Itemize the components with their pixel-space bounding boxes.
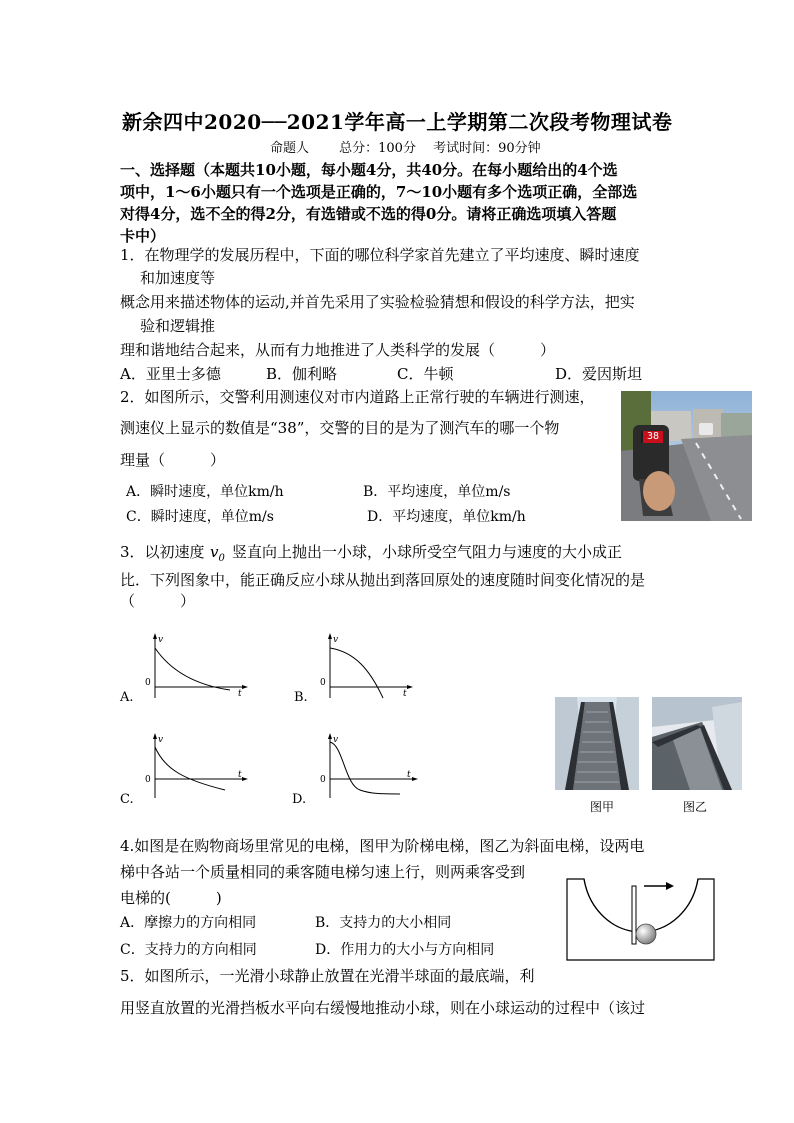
- question-4-line: 电梯的( ): [120, 889, 222, 907]
- q1-option-b: B．伽利略: [266, 365, 338, 383]
- figure-jia-caption: 图甲: [590, 800, 615, 814]
- graph-a: [140, 630, 250, 700]
- figure-yi-caption: 图乙: [683, 800, 708, 814]
- question-3-line: 竖直向上抛出一小球，小球所受空气阻力与速度的大小成正: [232, 543, 623, 561]
- question-3-line: 比．下列图象中，能正确反应小球从抛出到落回原处的速度随时间变化情况的是: [120, 571, 646, 589]
- question-1-line: 理和谐地结合起来，从而有力地推进了人类科学的发展（ ）: [120, 341, 556, 359]
- graph-c: [140, 730, 250, 800]
- page-title: 新余四中2020──2021学年高一上学期第二次段考物理试卷: [122, 110, 673, 134]
- svg-text:0: 0: [145, 775, 151, 785]
- question-3-line: 3．以初速度: [120, 543, 205, 561]
- question-3-line: （ ）: [120, 592, 196, 610]
- q1-option-a: A．亚里士多德: [120, 365, 221, 383]
- ramp-escalator-photo: [652, 697, 742, 790]
- q4-option-b: B．支持力的大小相同: [315, 915, 452, 931]
- question-4-line: 梯中各站一个质量相同的乘客随电梯匀速上行，则两乘客受到: [120, 863, 526, 881]
- question-1-line: 1．在物理学的发展历程中，下面的哪位科学家首先建立了平均速度、瞬时速度: [120, 246, 640, 264]
- q4-option-a: A．摩擦力的方向相同: [120, 915, 257, 931]
- svg-text:t: t: [238, 770, 242, 780]
- question-2-line: 测速仪上显示的数值是“38”，交警的目的是为了测汽车的哪一个物: [120, 419, 560, 437]
- graph-c-label: C.: [120, 792, 134, 807]
- question-2-line: 2．如图所示，交警利用测速仪对市内道路上正常行驶的车辆进行测速，: [120, 388, 595, 406]
- question-1-line: 验和逻辑推: [140, 317, 216, 335]
- graph-d-label: D.: [292, 792, 307, 807]
- svg-text:v: v: [158, 735, 164, 745]
- q1-option-d: D．爱因斯坦: [555, 365, 643, 383]
- graph-a-label: A.: [120, 690, 134, 705]
- svg-text:v: v: [158, 635, 164, 645]
- svg-text:0: 0: [320, 775, 326, 785]
- q2-option-a: A．瞬时速度，单位km/h: [126, 484, 284, 500]
- stair-escalator-photo: [555, 697, 639, 790]
- graph-b: [315, 630, 425, 700]
- exam-meta: 命题人 总分：100分 考试时间：90分钟: [270, 141, 541, 156]
- section-header-line: 一、选择题（本题共10小题，每小题4分，共40分。在每小题给出的4个选: [120, 161, 618, 179]
- section-header-line: 项中，1～6小题只有一个选项是正确的，7～10小题有多个选项正确，全部选: [120, 183, 638, 201]
- svg-text:0: 0: [320, 678, 326, 688]
- speed-gun-photo: [621, 391, 752, 521]
- svg-text:v: v: [333, 635, 339, 645]
- q2-option-d: D．平均速度，单位km/h: [367, 509, 526, 525]
- q2-option-b: B．平均速度，单位m/s: [363, 484, 511, 500]
- svg-text:0: 0: [145, 678, 151, 688]
- speed-display: 38: [643, 431, 663, 443]
- svg-text:t: t: [403, 689, 407, 699]
- question-2-line: 理量（ ）: [120, 451, 226, 469]
- q4-option-d: D．作用力的大小与方向相同: [315, 942, 495, 958]
- graph-d: [315, 730, 425, 800]
- svg-text:t: t: [407, 770, 411, 780]
- section-header-line: 卡中）: [120, 227, 166, 245]
- question-5-line: 5．如图所示，一光滑小球静止放置在光滑半球面的最底端，利: [120, 967, 535, 985]
- q1-option-c: C．牛顿: [397, 365, 454, 383]
- q4-option-c: C．支持力的方向相同: [120, 942, 257, 958]
- v0-symbol: $v_0$: [210, 543, 225, 564]
- question-5-line: 用竖直放置的光滑挡板水平向右缓慢地推动小球，则在小球运动的过程中（该过: [120, 999, 646, 1017]
- svg-text:v: v: [333, 735, 339, 745]
- q2-option-c: C．瞬时速度，单位m/s: [126, 509, 274, 525]
- graph-b-label: B.: [294, 690, 308, 705]
- hemisphere-diagram: [566, 878, 716, 962]
- question-1-line: 概念用来描述物体的运动,并首先采用了实验检验猜想和假设的科学方法，把实: [120, 293, 635, 311]
- question-4-line: 4.如图是在购物商场里常见的电梯，图甲为阶梯电梯，图乙为斜面电梯，设两电: [120, 837, 645, 855]
- svg-text:t: t: [238, 689, 242, 699]
- question-1-line: 和加速度等: [140, 269, 216, 287]
- section-header-line: 对得4分，选不全的得2分，有选错或不选的得0分。请将正确选项填入答题: [120, 205, 617, 223]
